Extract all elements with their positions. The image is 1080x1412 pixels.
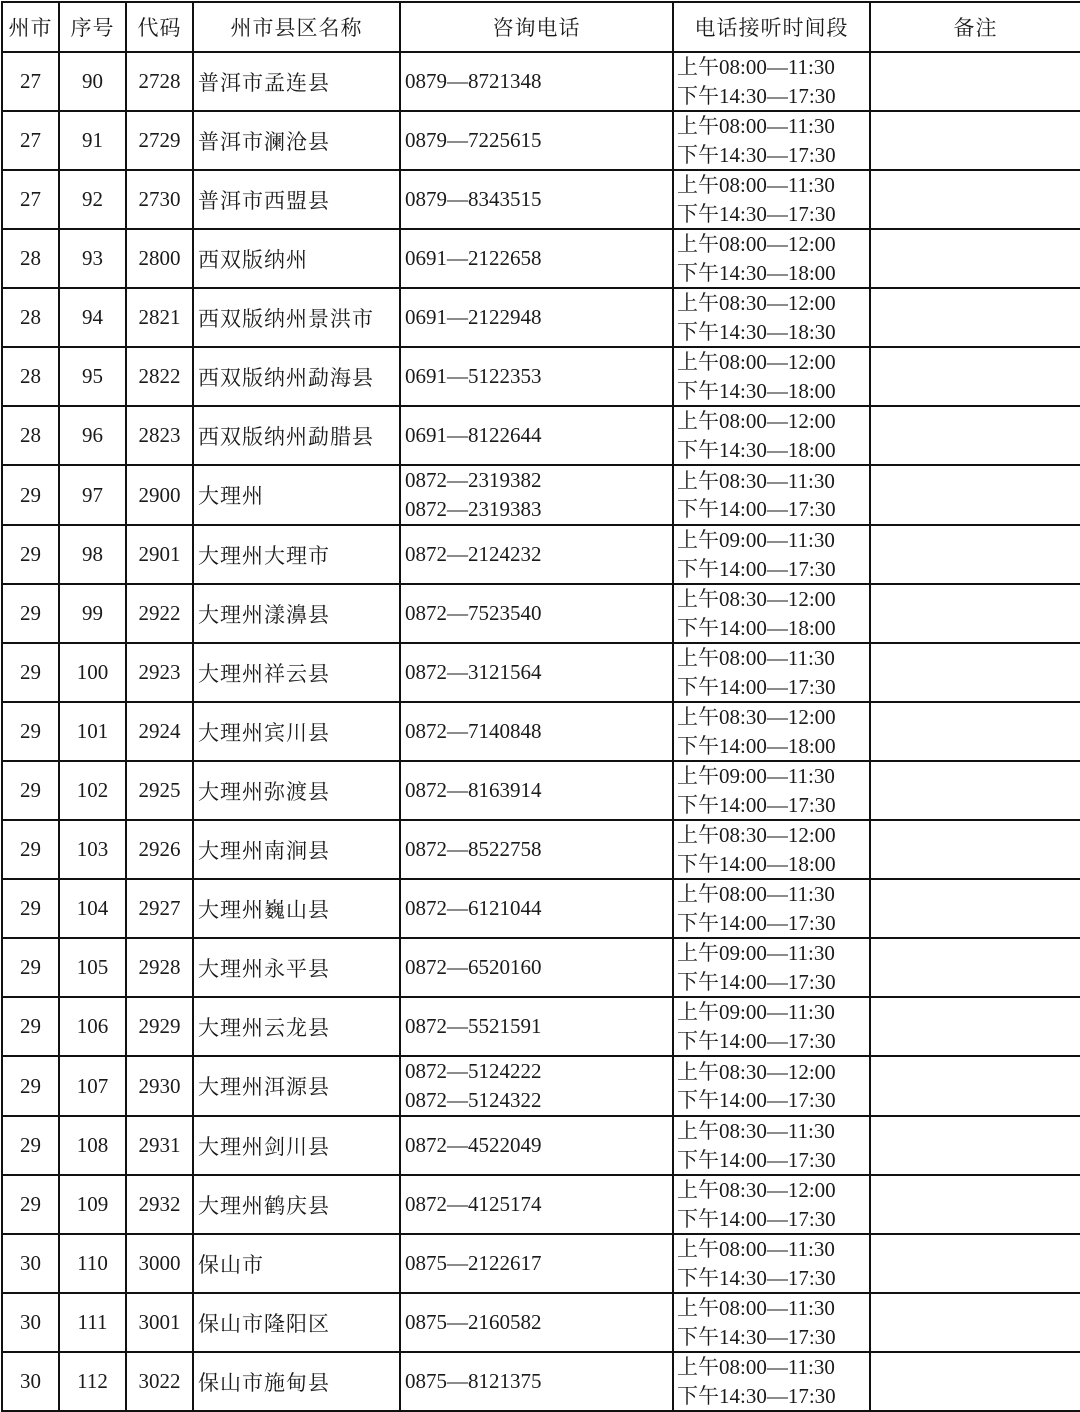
table-row [2,52,1080,111]
morning-hours: 上午09:00—11:30 [677,1000,835,1024]
phone-number: 0691—2122948 [405,305,542,329]
cell-hours [673,406,870,465]
cell-code: 2800 [126,229,193,288]
phone-number: 0691—5122353 [405,364,542,388]
header-remarks: 备注 [870,2,1080,52]
table-row [2,288,1080,347]
afternoon-hours: 下午14:30—17:30 [677,1265,836,1290]
afternoon-hours: 下午14:30—18:00 [677,378,836,403]
header-name: 州市县区名称 [193,2,400,52]
cell-seq: 94 [59,288,126,347]
morning-hours: 上午08:00—12:00 [677,350,836,374]
afternoon-hours: 下午14:00—17:30 [677,556,836,581]
table-row [2,170,1080,229]
phone-number: 0879—8721348 [405,69,542,93]
cell-name: 保山市 [193,1234,400,1293]
cell-hours [673,1234,870,1293]
cell-phone [400,584,673,643]
cell-phone [400,879,673,938]
phone-number: 0872—7523540 [405,601,542,625]
cell-phone [400,229,673,288]
cell-name: 大理州洱源县 [193,1056,400,1116]
cell-hours [673,820,870,879]
cell-seq: 91 [59,111,126,170]
cell-code: 2931 [126,1116,193,1175]
cell-seq: 97 [59,465,126,525]
phone-number: 0879—8343515 [405,187,542,211]
cell-name: 西双版纳州 [193,229,400,288]
cell-phone [400,52,673,111]
cell-hours [673,879,870,938]
cell-hours [673,643,870,702]
morning-hours: 上午08:00—12:00 [677,232,836,256]
phone-number: 0872—5124222 [405,1059,542,1083]
table-header-row [2,2,1080,52]
cell-prefecture: 28 [2,288,59,347]
phone-number: 0872—3121564 [405,660,542,684]
cell-seq: 105 [59,938,126,997]
afternoon-hours: 下午14:30—17:30 [677,1383,836,1408]
cell-name: 普洱市澜沧县 [193,111,400,170]
afternoon-hours: 下午14:30—17:30 [677,1324,836,1349]
cell-code: 2822 [126,347,193,406]
cell-phone [400,1293,673,1352]
table-row [2,702,1080,761]
morning-hours: 上午09:00—11:30 [677,764,835,788]
cell-name: 大理州漾濞县 [193,584,400,643]
consultation-phone-table [1,1,1080,1412]
cell-code: 2930 [126,1056,193,1116]
afternoon-hours: 下午14:00—18:00 [677,733,836,758]
cell-remarks [870,288,1080,347]
table-row [2,1234,1080,1293]
cell-name: 西双版纳州景洪市 [193,288,400,347]
cell-hours [673,465,870,525]
cell-name: 大理州弥渡县 [193,761,400,820]
cell-prefecture: 29 [2,702,59,761]
afternoon-hours: 下午14:00—17:30 [677,1147,836,1172]
phone-number: 0872—8163914 [405,778,542,802]
cell-remarks [870,229,1080,288]
morning-hours: 上午08:30—11:30 [677,468,835,493]
header-seq: 序号 [59,2,126,52]
phone-number: 0872—7140848 [405,719,542,743]
morning-hours: 上午08:00—11:30 [677,1355,835,1379]
table-body [2,52,1080,1411]
cell-name: 保山市隆阳区 [193,1293,400,1352]
table-row [2,406,1080,465]
cell-name: 大理州巍山县 [193,879,400,938]
cell-seq: 90 [59,52,126,111]
phone-number: 0872—8522758 [405,837,542,861]
cell-prefecture: 27 [2,52,59,111]
cell-code: 2729 [126,111,193,170]
cell-code: 3001 [126,1293,193,1352]
cell-hours [673,111,870,170]
afternoon-hours: 下午14:00—18:00 [677,851,836,876]
phone-number: 0875—2122617 [405,1251,542,1275]
cell-prefecture: 29 [2,525,59,584]
cell-prefecture: 28 [2,347,59,406]
cell-seq: 98 [59,525,126,584]
cell-code: 2923 [126,643,193,702]
cell-hours [673,584,870,643]
afternoon-hours: 下午14:00—17:30 [677,1088,836,1112]
phone-number-secondary: 0872—2319383 [405,497,542,521]
cell-prefecture: 30 [2,1293,59,1352]
morning-hours: 上午08:00—11:30 [677,646,835,670]
afternoon-hours: 下午14:00—17:30 [677,910,836,935]
cell-phone [400,820,673,879]
cell-name: 西双版纳州勐海县 [193,347,400,406]
cell-hours [673,938,870,997]
table-row [2,111,1080,170]
cell-hours [673,1352,870,1411]
cell-hours [673,761,870,820]
cell-phone [400,170,673,229]
cell-code: 2901 [126,525,193,584]
cell-code: 2821 [126,288,193,347]
cell-name: 大理州南涧县 [193,820,400,879]
cell-code: 2926 [126,820,193,879]
cell-remarks [870,1293,1080,1352]
afternoon-hours: 下午14:30—17:30 [677,142,836,167]
table-row [2,584,1080,643]
cell-hours [673,1175,870,1234]
cell-remarks [870,1234,1080,1293]
table-row [2,1175,1080,1234]
header-code: 代码 [126,2,193,52]
cell-code: 2728 [126,52,193,111]
morning-hours: 上午08:30—12:00 [677,291,836,315]
cell-remarks [870,643,1080,702]
cell-prefecture: 27 [2,111,59,170]
afternoon-hours: 下午14:00—17:30 [677,792,836,817]
cell-remarks [870,465,1080,525]
cell-code: 2924 [126,702,193,761]
cell-seq: 104 [59,879,126,938]
cell-prefecture: 30 [2,1234,59,1293]
cell-code: 2928 [126,938,193,997]
phone-number: 0872—4522049 [405,1133,542,1157]
cell-prefecture: 29 [2,1175,59,1234]
cell-hours [673,347,870,406]
cell-hours [673,1056,870,1116]
cell-hours [673,997,870,1056]
cell-name: 大理州大理市 [193,525,400,584]
table-row [2,1056,1080,1116]
cell-hours [673,1293,870,1352]
phone-number: 0691—8122644 [405,423,542,447]
cell-prefecture: 29 [2,761,59,820]
table-row [2,525,1080,584]
cell-name: 普洱市孟连县 [193,52,400,111]
table-row [2,643,1080,702]
cell-seq: 111 [59,1293,126,1352]
morning-hours: 上午08:00—11:30 [677,882,835,906]
phone-number: 0872—4125174 [405,1192,542,1216]
cell-prefecture: 29 [2,1116,59,1175]
afternoon-hours: 下午14:30—17:30 [677,201,836,226]
afternoon-hours: 下午14:30—18:00 [677,437,836,462]
table-row [2,465,1080,525]
cell-hours [673,288,870,347]
phone-number: 0872—5521591 [405,1014,542,1038]
cell-remarks [870,347,1080,406]
cell-code: 3000 [126,1234,193,1293]
afternoon-hours: 下午14:00—17:30 [677,674,836,699]
cell-seq: 107 [59,1056,126,1116]
morning-hours: 上午09:00—11:30 [677,528,835,552]
cell-remarks [870,584,1080,643]
cell-name: 大理州 [193,465,400,525]
cell-remarks [870,111,1080,170]
cell-seq: 93 [59,229,126,288]
phone-number: 0872—2124232 [405,542,542,566]
morning-hours: 上午09:00—11:30 [677,941,835,965]
cell-code: 3022 [126,1352,193,1411]
morning-hours: 上午08:00—12:00 [677,409,836,433]
cell-phone [400,1116,673,1175]
cell-prefecture: 29 [2,938,59,997]
cell-phone [400,1056,673,1116]
header-hours: 电话接听时间段 [673,2,870,52]
afternoon-hours: 下午14:00—18:00 [677,615,836,640]
cell-remarks [870,997,1080,1056]
cell-name: 大理州鹤庆县 [193,1175,400,1234]
cell-seq: 110 [59,1234,126,1293]
table-row [2,879,1080,938]
morning-hours: 上午08:00—11:30 [677,114,835,138]
cell-remarks [870,761,1080,820]
cell-code: 2823 [126,406,193,465]
cell-code: 2932 [126,1175,193,1234]
cell-remarks [870,525,1080,584]
morning-hours: 上午08:00—11:30 [677,173,835,197]
cell-code: 2900 [126,465,193,525]
cell-seq: 99 [59,584,126,643]
cell-phone [400,997,673,1056]
cell-remarks [870,52,1080,111]
cell-name: 大理州宾川县 [193,702,400,761]
cell-hours [673,1116,870,1175]
cell-name: 大理州祥云县 [193,643,400,702]
cell-seq: 109 [59,1175,126,1234]
cell-seq: 96 [59,406,126,465]
cell-phone [400,938,673,997]
afternoon-hours: 下午14:00—17:30 [677,497,836,521]
cell-name: 大理州剑川县 [193,1116,400,1175]
cell-phone [400,761,673,820]
phone-number: 0691—2122658 [405,246,542,270]
table-row [2,1116,1080,1175]
cell-remarks [870,1352,1080,1411]
cell-remarks [870,1116,1080,1175]
afternoon-hours: 下午14:00—17:30 [677,969,836,994]
cell-seq: 112 [59,1352,126,1411]
cell-code: 2730 [126,170,193,229]
cell-remarks [870,170,1080,229]
cell-prefecture: 29 [2,584,59,643]
cell-phone [400,1234,673,1293]
cell-remarks [870,1175,1080,1234]
cell-prefecture: 28 [2,406,59,465]
cell-code: 2929 [126,997,193,1056]
cell-hours [673,702,870,761]
table-row [2,997,1080,1056]
table-row [2,938,1080,997]
table-row [2,1352,1080,1411]
cell-remarks [870,879,1080,938]
cell-prefecture: 29 [2,820,59,879]
cell-name: 大理州云龙县 [193,997,400,1056]
morning-hours: 上午08:30—12:00 [677,705,836,729]
cell-phone [400,406,673,465]
table-row [2,761,1080,820]
cell-remarks [870,702,1080,761]
morning-hours: 上午08:00—11:30 [677,55,835,79]
cell-seq: 95 [59,347,126,406]
cell-seq: 106 [59,997,126,1056]
cell-code: 2925 [126,761,193,820]
cell-remarks [870,1056,1080,1116]
phone-number: 0872—6520160 [405,955,542,979]
phone-number: 0872—2319382 [405,468,542,492]
phone-number: 0872—6121044 [405,896,542,920]
cell-code: 2927 [126,879,193,938]
cell-hours [673,229,870,288]
cell-seq: 92 [59,170,126,229]
phone-number: 0875—2160582 [405,1310,542,1334]
cell-seq: 100 [59,643,126,702]
cell-phone [400,1175,673,1234]
cell-seq: 103 [59,820,126,879]
header-prefecture: 州市 [2,2,59,52]
morning-hours: 上午08:30—11:30 [677,1119,835,1143]
table-row [2,1293,1080,1352]
table-row [2,820,1080,879]
cell-prefecture: 29 [2,1056,59,1116]
cell-remarks [870,820,1080,879]
cell-prefecture: 28 [2,229,59,288]
morning-hours: 上午08:00—11:30 [677,1296,835,1320]
cell-prefecture: 27 [2,170,59,229]
cell-phone [400,643,673,702]
cell-name: 保山市施甸县 [193,1352,400,1411]
phone-number: 0879—7225615 [405,128,542,152]
cell-phone [400,465,673,525]
cell-phone [400,347,673,406]
cell-remarks [870,406,1080,465]
afternoon-hours: 下午14:00—17:30 [677,1028,836,1053]
afternoon-hours: 下午14:30—18:30 [677,319,836,344]
cell-prefecture: 29 [2,997,59,1056]
cell-phone [400,1352,673,1411]
cell-seq: 108 [59,1116,126,1175]
cell-prefecture: 29 [2,879,59,938]
cell-hours [673,525,870,584]
morning-hours: 上午08:30—12:00 [677,823,836,847]
phone-number: 0875—8121375 [405,1369,542,1393]
cell-seq: 101 [59,702,126,761]
cell-phone [400,111,673,170]
cell-name: 大理州永平县 [193,938,400,997]
cell-seq: 102 [59,761,126,820]
cell-code: 2922 [126,584,193,643]
cell-prefecture: 30 [2,1352,59,1411]
morning-hours: 上午08:00—11:30 [677,1237,835,1261]
cell-phone [400,288,673,347]
cell-hours [673,170,870,229]
cell-remarks [870,938,1080,997]
cell-prefecture: 29 [2,465,59,525]
morning-hours: 上午08:30—12:00 [677,1059,836,1084]
cell-hours [673,52,870,111]
cell-name: 普洱市西盟县 [193,170,400,229]
afternoon-hours: 下午14:00—17:30 [677,1206,836,1231]
table-row [2,347,1080,406]
afternoon-hours: 下午14:30—18:00 [677,260,836,285]
cell-phone [400,525,673,584]
phone-number-secondary: 0872—5124322 [405,1088,542,1112]
cell-phone [400,702,673,761]
header-phone: 咨询电话 [400,2,673,52]
afternoon-hours: 下午14:30—17:30 [677,83,836,108]
morning-hours: 上午08:30—12:00 [677,1178,836,1202]
morning-hours: 上午08:30—12:00 [677,587,836,611]
cell-prefecture: 29 [2,643,59,702]
cell-name: 西双版纳州勐腊县 [193,406,400,465]
table-row [2,229,1080,288]
